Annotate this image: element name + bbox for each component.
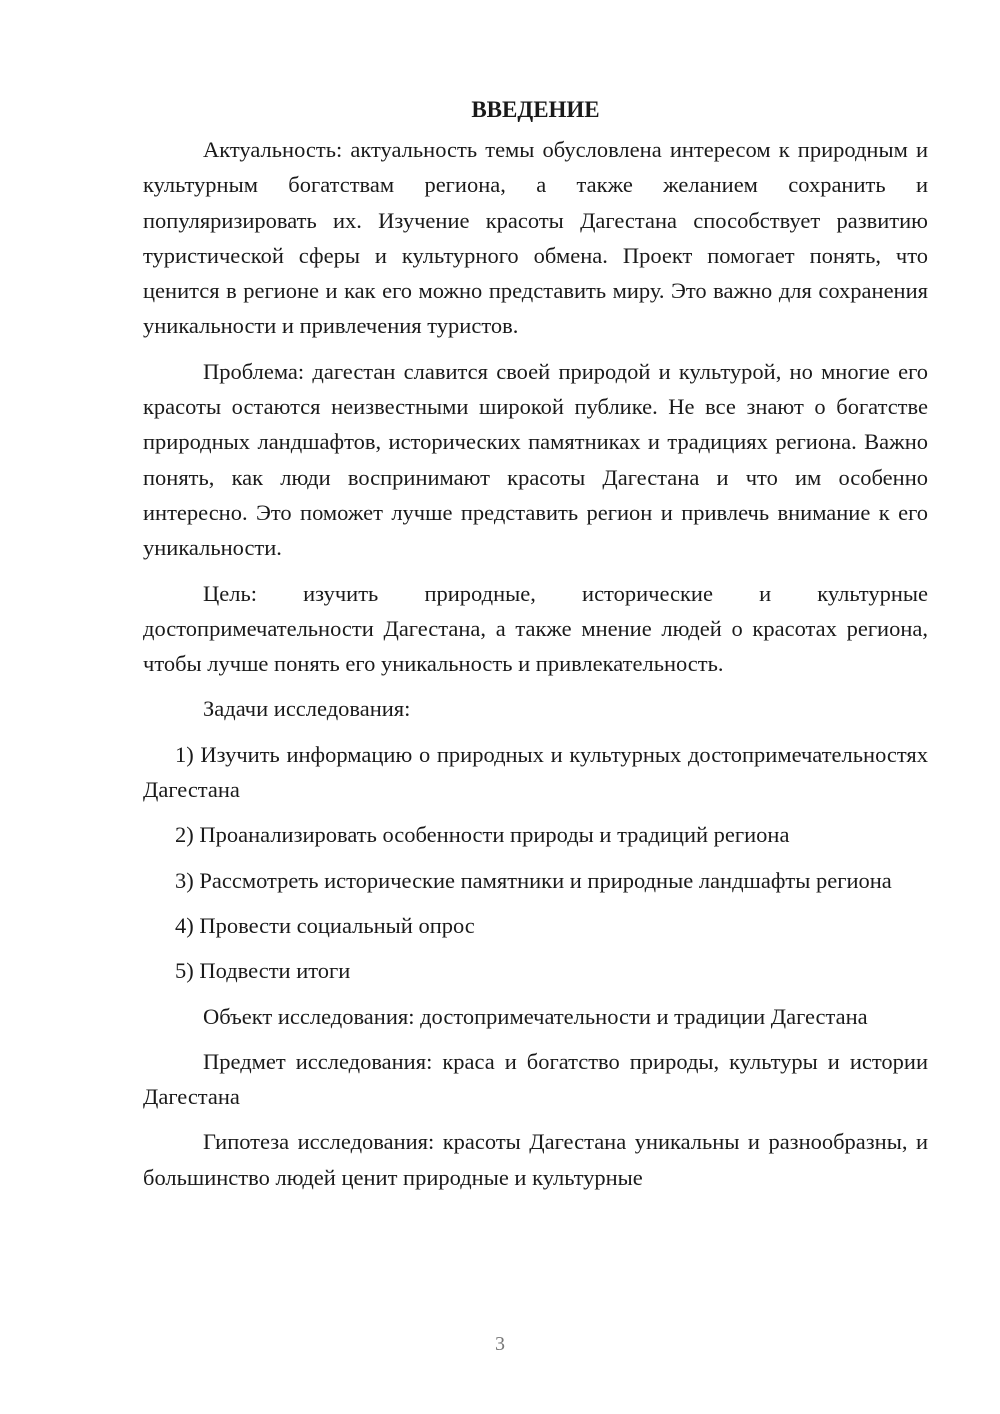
subject-paragraph: Предмет исследования: краса и богатство природы, культуры и истории Дагестана	[143, 1048, 928, 1110]
goal-paragraph: Цель: изучить природные, исторические и культурные достопримечательности Дагестана, а также мнение людей о красотах региона, чтобы лучше понять его уникальность и привлекательность.	[143, 580, 928, 677]
task-item-3: 3) Рассмотреть исторические памятники и природные ландшафты региона	[175, 867, 892, 893]
object-paragraph: Объект исследования: достопримечательности и традиции Дагестана	[203, 1003, 868, 1029]
hypothesis-paragraph: Гипотеза исследования: красоты Дагестана уникальны и разнообразны, и большинство людей ценит природные и культурные	[143, 1129, 928, 1190]
tasks-heading: Задачи исследования:	[203, 696, 411, 722]
section-title: ВВЕДЕНИЕ	[471, 97, 600, 122]
task-item-1: 1) Изучить информацию о природных и культурных достопримечательностях Дагестана	[143, 741, 928, 803]
task-item-4: 4) Провести социальный опрос	[175, 912, 475, 938]
task-item-2: 2) Проанализировать особенности природы и традиций региона	[175, 822, 790, 848]
document-page	[143, 92, 928, 1195]
relevance-paragraph: Актуальность: актуальность темы обусловлена интересом к природным и культурным богатствам региона, а также желанием сохранить и популяризировать их. Изучение красоты Дагестана способствует развитию туристической сферы и культурного обмена. Проект помогает понять, что ценится в регионе и как его можно представить миру. Это важно для сохранения уникальности и привлечения туристов.	[143, 137, 928, 339]
problem-paragraph: Проблема: дагестан славится своей природой и культурой, но многие его красоты остаются неизвестными широкой публике. Не все знают о богатстве природных ландшафтов, исторических памятниках и традициях региона. Важно понять, как люди воспринимают красоты Дагестана и что им особенно интересно. Это поможет лучше представить регион и привлечь внимание к его уникальности.	[143, 358, 928, 561]
page-number: 3	[495, 1333, 505, 1355]
task-item-5: 5) Подвести итоги	[175, 958, 351, 984]
